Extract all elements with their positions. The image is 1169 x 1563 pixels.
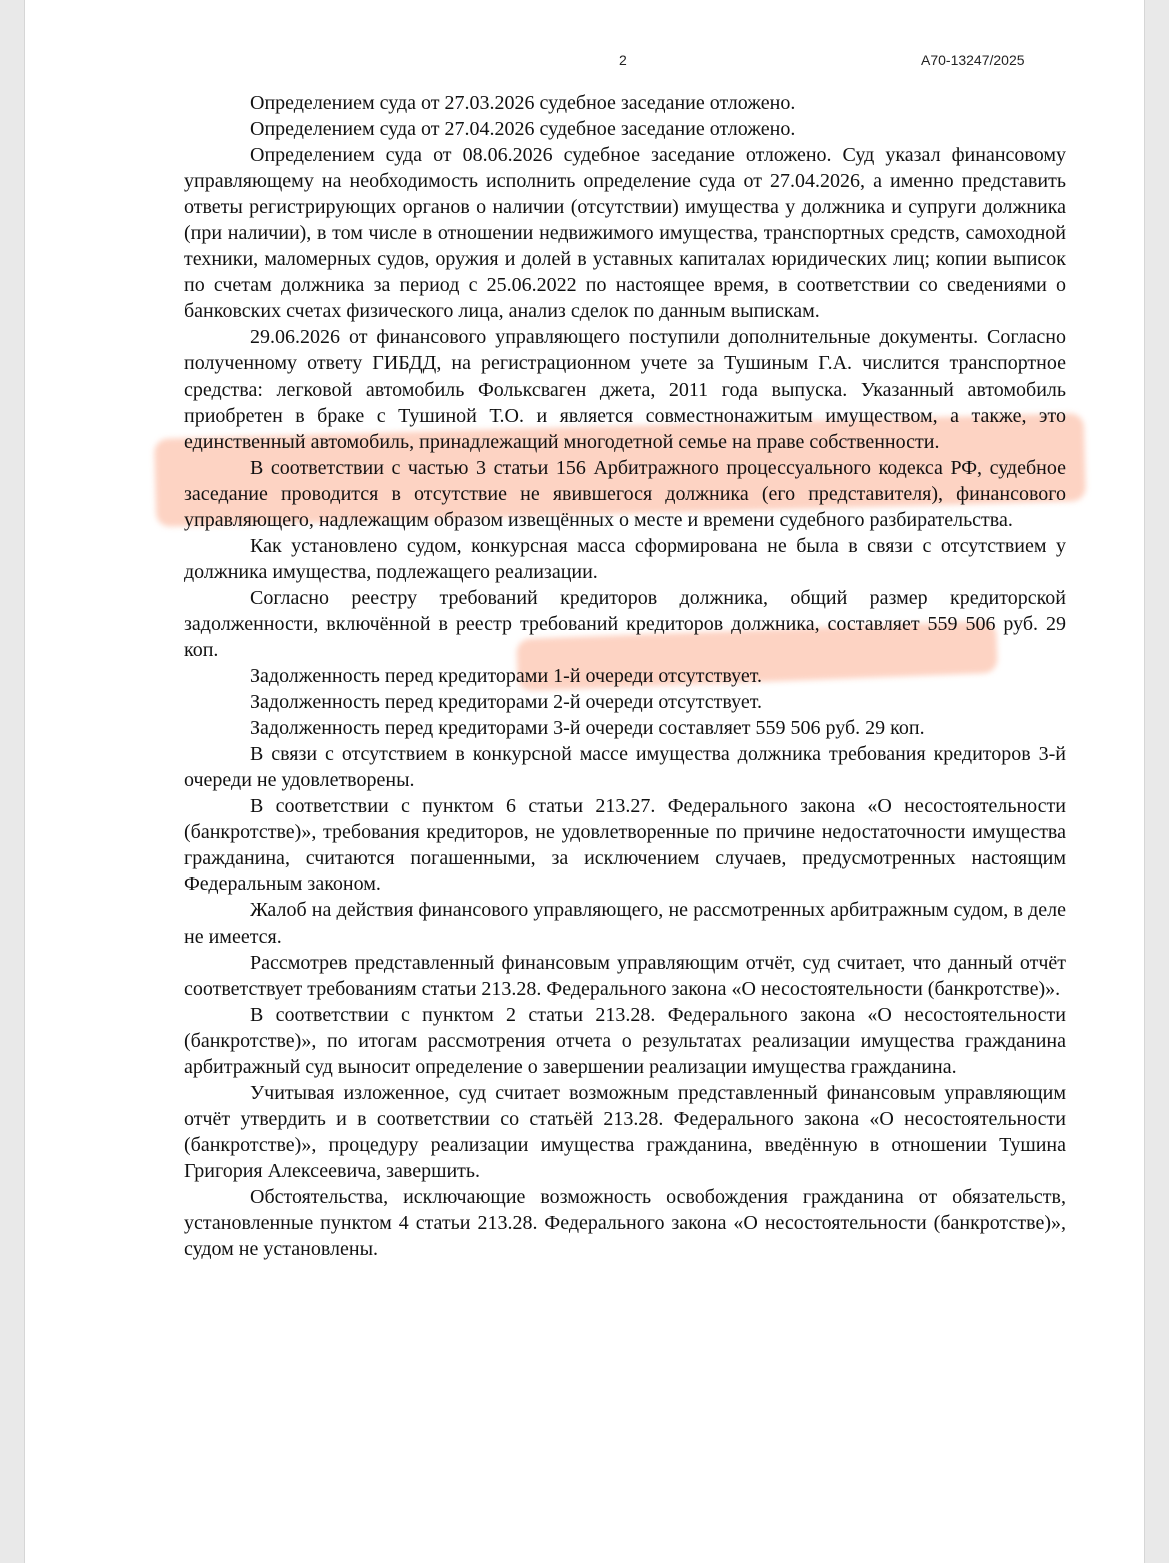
document-page (24, 0, 1145, 1563)
paragraph: Учитывая изложенное, суд считает возможным представленный финансовым управляющим отчёт утвердить и в соответствии со статьёй 213.28. Федерального закона «О несостоятельности (банкротстве)», процедуру реализации имущества гражданина, введённую в отношении Тушина Григория Алексеевича, завершить. (184, 1081, 1066, 1182)
case-number: А70-13247/2025 (921, 52, 1025, 68)
paragraph: Рассмотрев представленный финансовым управляющим отчёт, суд считает, что данный отчёт соответствует требованиям статьи 213.28. Федерального закона «О несостоятельности (банкротстве)». (184, 951, 1066, 1000)
page-number: 2 (619, 52, 627, 68)
paragraph: Определением суда от 08.06.2026 судебное заседание отложено. Суд указал финансовому управляющему на необходимость исполнить определение суда от 27.04.2026, а именно представить ответы регистрирующих органов о наличии (отсутствии) имущества у должника и супруги должника (при наличии), в том числе в отношении недвижимого имущества, транспортных средств, самоходной техники, маломерных судов, оружия и долей в уставных капиталах юридических лиц; копии выписок по счетам должника за период с 25.06.2022 по настоящее время, в соответствии со сведениями о банковских счетах физического лица, анализ сделок по данным выпискам. (184, 144, 1066, 323)
document-body (184, 90, 1066, 1262)
paragraph: В соответствии с пунктом 6 статьи 213.27. Федерального закона «О несостоятельности (банкротстве)», требования кредиторов, не удовлетворенные по причине недостаточности имущества гражданина, считаются погашенными, за исключением случаев, предусмотренных настоящим Федеральным законом. (184, 795, 1066, 896)
paragraph: Согласно реестру требований кредиторов должника, общий размер кредиторской задолженности, включённой в реестр требований кредиторов должника, составляет 559 506 руб. 29 коп. (184, 586, 1066, 661)
paragraph: Обстоятельства, исключающие возможность освобождения гражданина от обязательств, установленные пунктом 4 статьи 213.28. Федерального закона «О несостоятельности (банкротстве)», судом не установлены. (184, 1185, 1066, 1261)
paragraph: В соответствии с частью 3 статьи 156 Арбитражного процессуального кодекса РФ, судебное заседание проводится в отсутствие не явившегося должника (его представителя), финансового управляющего, надлежащим образом извещённых о месте и времени судебного разбирательства. (184, 456, 1066, 531)
paragraph: В связи с отсутствием в конкурсной массе имущества должника требования кредиторов 3-й очереди не удовлетворены. (184, 743, 1066, 792)
paragraph: Жалоб на действия финансового управляющего, не рассмотренных арбитражным судом, в деле не имеется. (184, 899, 1066, 948)
paragraph: Задолженность перед кредиторами 1-й очереди отсутствует. (250, 665, 762, 688)
paragraph: Как установлено судом, конкурсная масса сформирована не была в связи с отсутствием у должника имущества, подлежащего реализации. (184, 534, 1066, 583)
paragraph: Определением суда от 27.04.2026 судебное заседание отложено. (250, 118, 796, 141)
paragraph: 29.06.2026 от финансового управляющего поступили дополнительные документы. Согласно полученному ответу ГИБДД, на регистрационном учете за Тушиным Г.А. числится транспортное средства: легковой автомобиль Фольксваген джета, 2011 года выпуска. Указанный автомобиль приобретен в браке с Тушиной Т.О. и является совместнонажитым имуществом, а также, это единственный автомобиль, принадлежащий многодетной семье на праве собственности. (184, 326, 1066, 453)
paragraph: Задолженность перед кредиторами 2-й очереди отсутствует. (250, 691, 762, 714)
paragraph: Определением суда от 27.03.2026 судебное заседание отложено. (250, 92, 796, 114)
paragraph: В соответствии с пунктом 2 статьи 213.28. Федерального закона «О несостоятельности (банкротстве)», по итогам рассмотрения отчета о результатах реализации имущества гражданина арбитражный суд выносит определение о завершении реализации имущества гражданина. (184, 1003, 1066, 1078)
paragraph: Задолженность перед кредиторами 3-й очереди составляет 559 506 руб. 29 коп. (250, 717, 925, 740)
